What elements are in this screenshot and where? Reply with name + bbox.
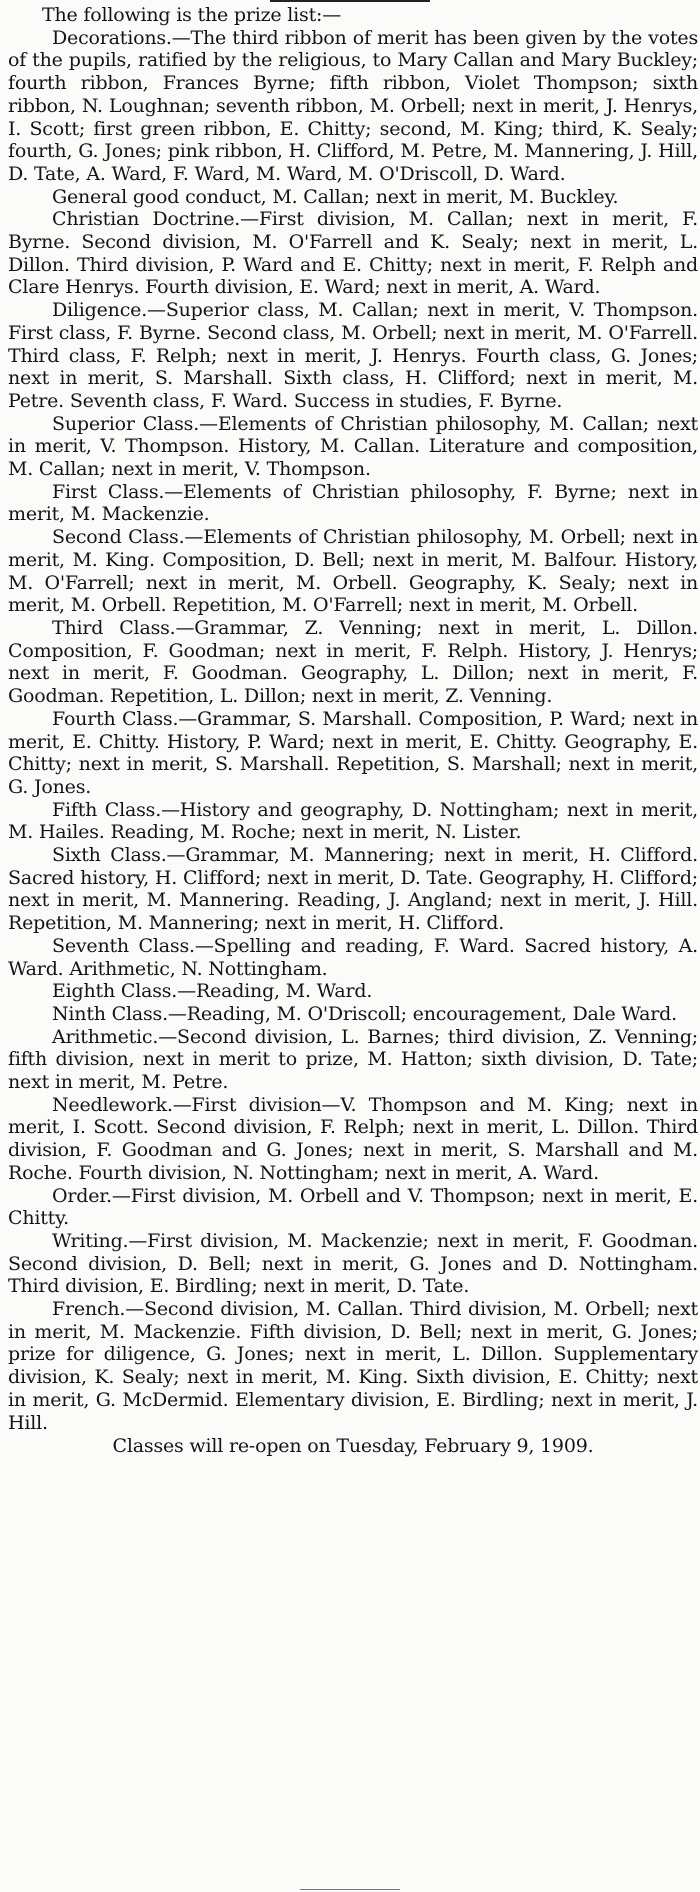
- closing-line: Classes will re-open on Tuesday, February 9, 1909.: [112, 1435, 594, 1458]
- good-conduct-paragraph: General good conduct, M. Callan; next in merit, M. Buckley.: [52, 185, 619, 208]
- eighth-class-paragraph: Eighth Class.—Reading, M. Ward.: [52, 980, 373, 1003]
- ninth-class-paragraph: Ninth Class.—Reading, M. O'Driscoll; encouragement, Dale Ward.: [52, 1002, 677, 1025]
- superior-class-paragraph: Superior Class.—Elements of Christian philosophy, M. Callan; next in merit, V. Thompson. History, M. Callan. Literature and composition, M. Callan; next in merit, V. Thompson.: [8, 412, 698, 481]
- french-paragraph: French.—Second division, M. Callan. Third division, M. Orbell; next in merit, M. Mackenzie. Fifth division, D. Bell; next in merit, G. Jones; prize for diligence, G. Jones; next in merit, L. Dillon. Supplementary division, K. Sealy; next in merit, M. King. Sixth division, E. Chitty; next in merit, G. McDermid. Elementary division, E. Birdling; next in merit, J. Hill.: [8, 1298, 698, 1434]
- needlework-paragraph: Needlework.—First division—V. Thompson and M. King; next in merit, I. Scott. Second division, F. Relph; next in merit, L. Dillon. Third division, F. Goodman and G. Jones; next in merit, S. Marshall and M. Roche. Fourth division, N. Nottingham; next in merit, A. Ward.: [8, 1093, 698, 1184]
- prize-list-article: [8, 4, 698, 1458]
- christian-doctrine-paragraph: Christian Doctrine.—First division, M. Callan; next in merit, F. Byrne. Second division, M. O'Farrell and K. Sealy; next in merit, L. Dillon. Third division, P. Ward and E. Chitty; next in merit, F. Relph and Clare Henrys. Fourth division, E. Ward; next in merit, A. Ward.: [8, 208, 698, 299]
- seventh-class-paragraph: Seventh Class.—Spelling and reading, F. Ward. Sacred history, A. Ward. Arithmetic, N. Nottingham.: [8, 934, 698, 980]
- diligence-paragraph: Diligence.—Superior class, M. Callan; next in merit, V. Thompson. First class, F. Byrne. Second class, M. Orbell; next in merit, M. O'Farrell. Third class, F. Relph; next in merit, J. Henrys. Fourth class, G. Jones; next in merit, S. Marshall. Sixth class, H. Clifford; next in merit, M. Petre. Seventh class, F. Ward. Success in studies, F. Byrne.: [8, 299, 698, 412]
- fourth-class-paragraph: Fourth Class.—Grammar, S. Marshall. Composition, P. Ward; next in merit, E. Chitty. History, P. Ward; next in merit, E. Chitty. Geography, E. Chitty; next in merit, S. Marshall. Repetition, S. Marshall; next in merit, G. Jones.: [8, 707, 698, 798]
- first-class-paragraph: First Class.—Elements of Christian philosophy, F. Byrne; next in merit, M. Mackenzie.: [8, 480, 698, 526]
- intro-line: The following is the prize list:—: [42, 4, 342, 26]
- fifth-class-paragraph: Fifth Class.—History and geography, D. Nottingham; next in merit, M. Hailes. Reading, M. Roche; next in merit, N. Lister.: [8, 798, 698, 844]
- third-class-paragraph: Third Class.—Grammar, Z. Venning; next in merit, L. Dillon. Composition, F. Goodman; next in merit, F. Relph. History, J. Henrys; next in merit, F. Goodman. Geography, L. Dillon; next in merit, F. Goodman. Repetition, L. Dillon; next in merit, Z. Venning.: [8, 616, 698, 708]
- writing-paragraph: Writing.—First division, M. Mackenzie; next in merit, F. Goodman. Second division, D. Bell; next in merit, G. Jones and D. Nottingham. Third division, E. Birdling; next in merit, D. Tate.: [8, 1229, 698, 1298]
- arithmetic-paragraph: Arithmetic.—Second division, L. Barnes; third division, Z. Venning; fifth division, next in merit to prize, M. Hatton; sixth division, D. Tate; next in merit, M. Petre.: [8, 1025, 698, 1094]
- order-paragraph: Order.—First division, M. Orbell and V. Thompson; next in merit, E. Chitty.: [8, 1184, 698, 1230]
- sixth-class-paragraph: Sixth Class.—Grammar, M. Mannering; next in merit, H. Clifford. Sacred history, H. Clifford; next in merit, D. Tate. Geography, H. Clifford; next in merit, M. Mannering. Reading, J. Angland; next in merit, J. Hill. Repetition, M. Mannering; next in merit, H. Clifford.: [8, 844, 698, 935]
- top-divider-rule: [270, 0, 430, 2]
- decorations-paragraph: Decorations.—The third ribbon of merit has been given by the votes of the pupils, ratified by the religious, to Mary Callan and Mary Buckley; fourth ribbon, Frances Byrne; fifth ribbon, Violet Thompson; sixth ribbon, N. Loughnan; seventh ribbon, M. Orbell; next in merit, J. Henrys, I. Scott; first green ribbon, E. Chitty; second, M. King; third, K. Sealy; fourth, G. Jones; pink ribbon, H. Clifford, M. Petre, M. Mannering, J. Hill, D. Tate, A. Ward, F. Ward, M. Ward, M. O'Driscoll, D. Ward.: [8, 26, 698, 185]
- second-class-paragraph: Second Class.—Elements of Christian philosophy, M. Orbell; next in merit, M. King. Composition, D. Bell; next in merit, M. Balfour. History, M. O'Farrell; next in merit, M. Orbell. Geography, K. Sealy; next in merit, M. Orbell. Repetition, M. O'Farrell; next in merit, M. Orbell.: [8, 526, 698, 617]
- bottom-divider-rule: [300, 1889, 400, 1890]
